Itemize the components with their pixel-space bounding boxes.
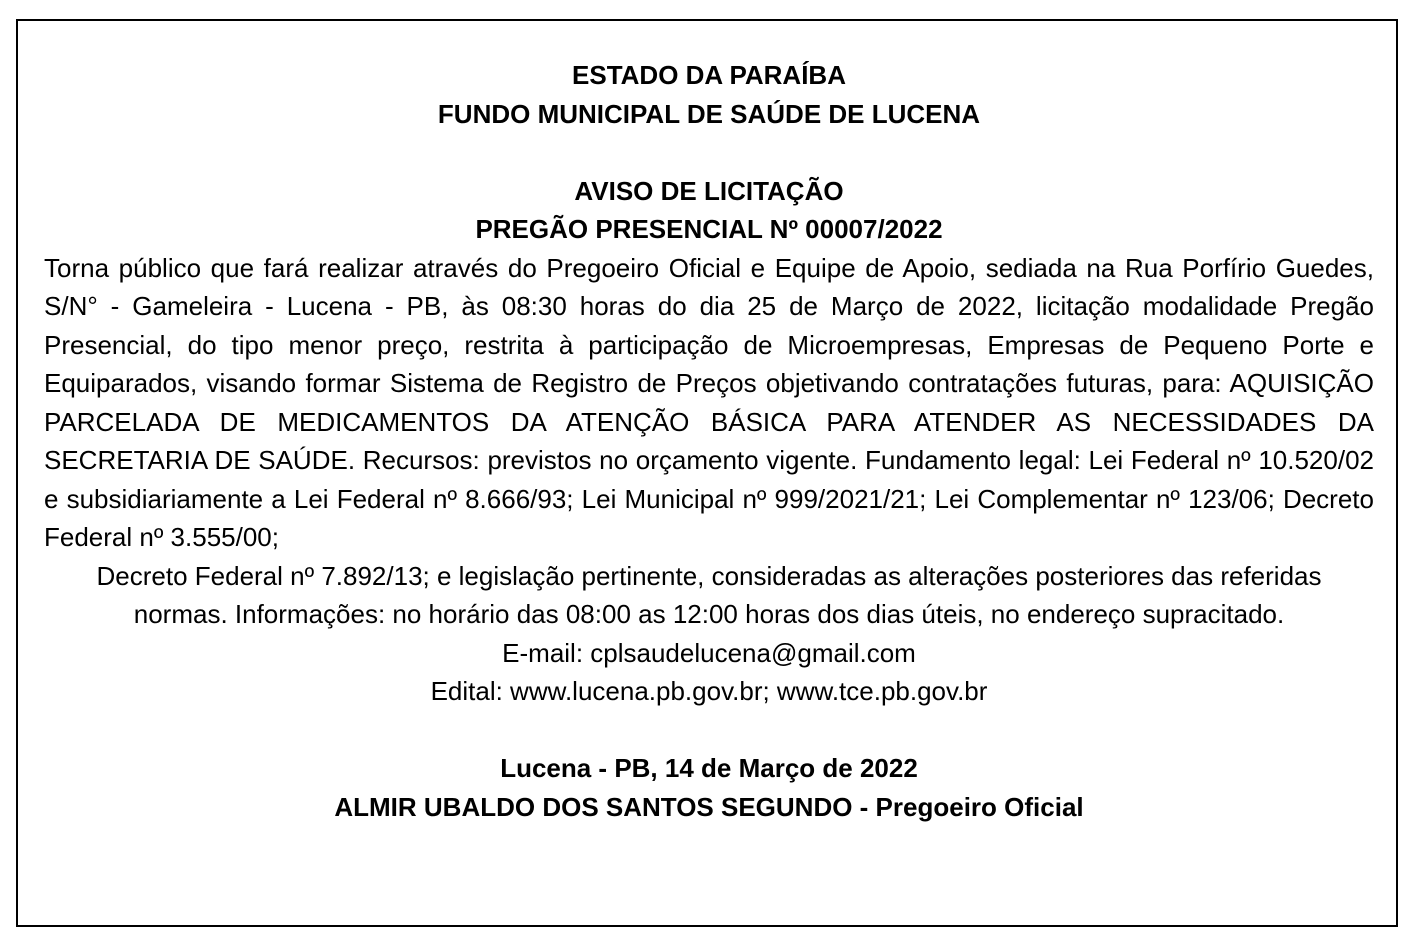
state-heading: ESTADO DA PARAÍBA <box>572 60 846 90</box>
notice-subtitle: PREGÃO PRESENCIAL Nº 00007/2022 <box>475 214 943 244</box>
notice-title: AVISO DE LICITAÇÃO <box>574 175 844 206</box>
place-date: Lucena - PB, 14 de Março de 2022 <box>500 753 918 783</box>
notice-body-continuation: Decreto Federal nº 7.892/13; e legislação pertinente, consideradas as alterações posteriores das referidas normas. Informações: no horário das 08:00 as 12:00 horas dos dias úteis, no endereço supracitado. <box>96 560 1322 629</box>
contact-email: E-mail: cplsaudelucena@gmail.com <box>502 637 916 668</box>
spacer <box>44 133 1374 172</box>
signature-line: ALMIR UBALDO DOS SANTOS SEGUNDO - Pregoeiro Oficial <box>334 791 1084 822</box>
fund-heading: FUNDO MUNICIPAL DE SAÚDE DE LUCENA <box>437 98 981 129</box>
edital-links: Edital: www.lucena.pb.gov.br; www.tce.pb.gov.br <box>430 676 988 706</box>
spacer <box>44 711 1374 750</box>
notice-content <box>44 56 1374 826</box>
notice-body-paragraph: Torna público que fará realizar através do Pregoeiro Oficial e Equipe de Apoio, sediada na Rua Porfírio Guedes, S/N° - Gameleira - Lucena - PB, às 08:30 horas do dia 25 de Março de 2022, licitação modalidade Pregão Presencial, do tipo menor preço, restrita à participação de Microempresas, Empresas de Pequeno Porte e Equiparados, visando formar Sistema de Registro de Preços objetivando contratações futuras, para: AQUISIÇÃO PARCELADA DE MEDICAMENTOS DA ATENÇÃO BÁSICA PARA ATENDER AS NECESSIDADES DA SECRETARIA DE SAÚDE. Recursos: previstos no orçamento vigente. Fundamento legal: Lei Federal nº 10.520/02 e subsidiariamente a Lei Federal nº 8.666/93; Lei Municipal nº 999/2021/21; Lei Complementar nº 123/06; Decreto Federal nº 3.555/00; <box>44 252 1374 552</box>
